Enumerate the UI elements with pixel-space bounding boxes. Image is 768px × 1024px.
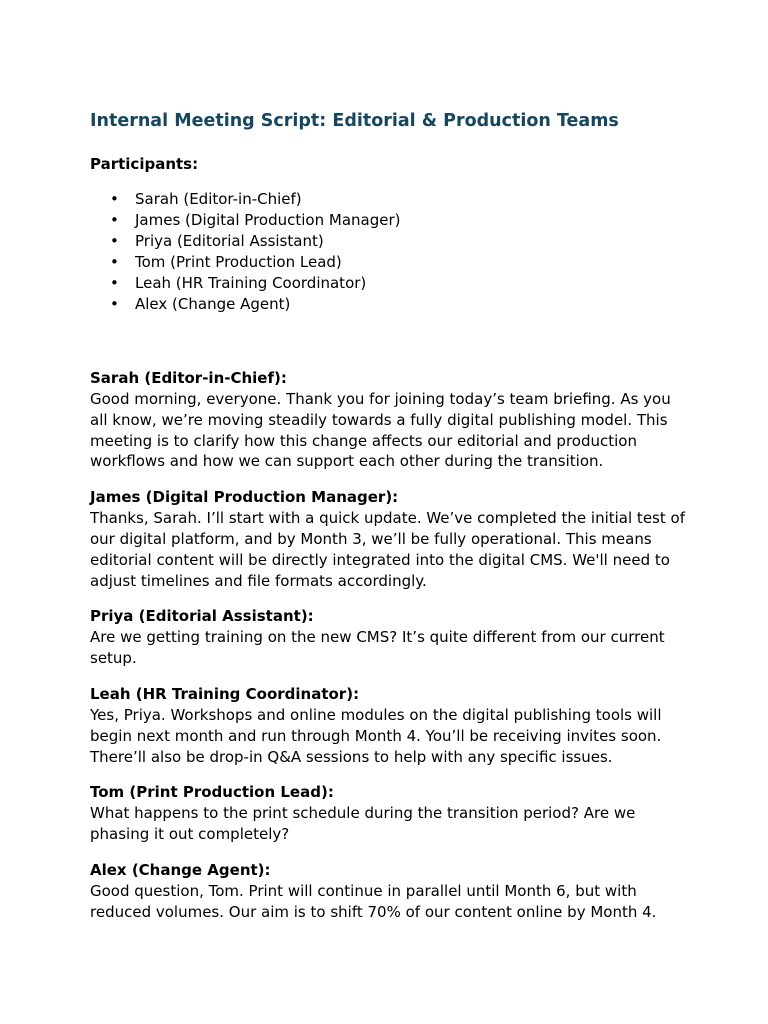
bullet-icon: •	[110, 190, 119, 208]
dialogue-section	[90, 368, 685, 923]
speaker-name: Priya (Editorial Assistant):	[90, 607, 314, 626]
participant-item	[90, 210, 685, 231]
bullet-icon: •	[110, 295, 119, 313]
speaker-name: Leah (HR Training Coordinator):	[90, 684, 360, 703]
participant-name: Alex (Change Agent)	[135, 295, 291, 313]
speech-text: Yes, Priya. Workshops and online modules on the digital publishing tools will begin next month and run through Month 4. You’ll be receiving invites soon. There’ll also be drop-in Q&A sessions to help with any specific issues.	[90, 705, 662, 766]
dialogue-turn	[90, 368, 685, 472]
speaker-name: James (Digital Production Manager):	[90, 488, 399, 507]
participant-item	[90, 231, 685, 252]
speech-text: Are we getting training on the new CMS? It’s quite different from our current setup.	[90, 628, 665, 668]
dialogue-turn	[90, 684, 685, 767]
dialogue-turn	[90, 487, 685, 591]
dialogue-turn	[90, 606, 685, 669]
participant-name: James (Digital Production Manager)	[135, 211, 401, 229]
participant-name: Leah (HR Training Coordinator)	[135, 274, 367, 292]
document-page	[90, 108, 685, 938]
participant-name: Tom (Print Production Lead)	[135, 253, 342, 271]
speaker-name: Alex (Change Agent):	[90, 860, 271, 879]
bullet-icon: •	[110, 253, 119, 271]
participant-item	[90, 294, 685, 315]
participant-item	[90, 189, 685, 210]
bullet-icon: •	[110, 232, 119, 250]
speaker-name: Sarah (Editor-in-Chief):	[90, 369, 287, 387]
bullet-icon: •	[110, 274, 119, 292]
document-title: Internal Meeting Script: Editorial & Production Teams	[90, 111, 619, 131]
dialogue-turn	[90, 782, 685, 845]
bullet-icon: •	[110, 211, 119, 229]
participant-item	[90, 252, 685, 273]
participant-name: Sarah (Editor-in-Chief)	[135, 190, 302, 208]
speech-text: Good question, Tom. Print will continue in parallel until Month 6, but with reduced volumes. Our aim is to shift 70% of our content online by Month 4.	[90, 881, 657, 921]
participants-heading: Participants:	[90, 155, 199, 173]
speech-text: What happens to the print schedule during the transition period? Are we phasing it out completely?	[90, 804, 636, 844]
speech-text: Thanks, Sarah. I’ll start with a quick update. We’ve completed the initial test of our digital platform, and by Month 3, we’ll be fully operational. This means editorial content will be directly integrated into the digital CMS. We'll need to adjust timelines and file formats accordingly.	[90, 509, 685, 590]
speech-text: Good morning, everyone. Thank you for joining today’s team briefing. As you all know, we’re moving steadily towards a fully digital publishing model. This meeting is to clarify how this change affects our editorial and production workflows and how we can support each other during the transition.	[90, 390, 671, 471]
participant-name: Priya (Editorial Assistant)	[135, 232, 324, 250]
speaker-name: Tom (Print Production Lead):	[90, 783, 334, 802]
participant-item	[90, 273, 685, 294]
dialogue-turn	[90, 860, 685, 923]
participants-list	[90, 189, 685, 315]
